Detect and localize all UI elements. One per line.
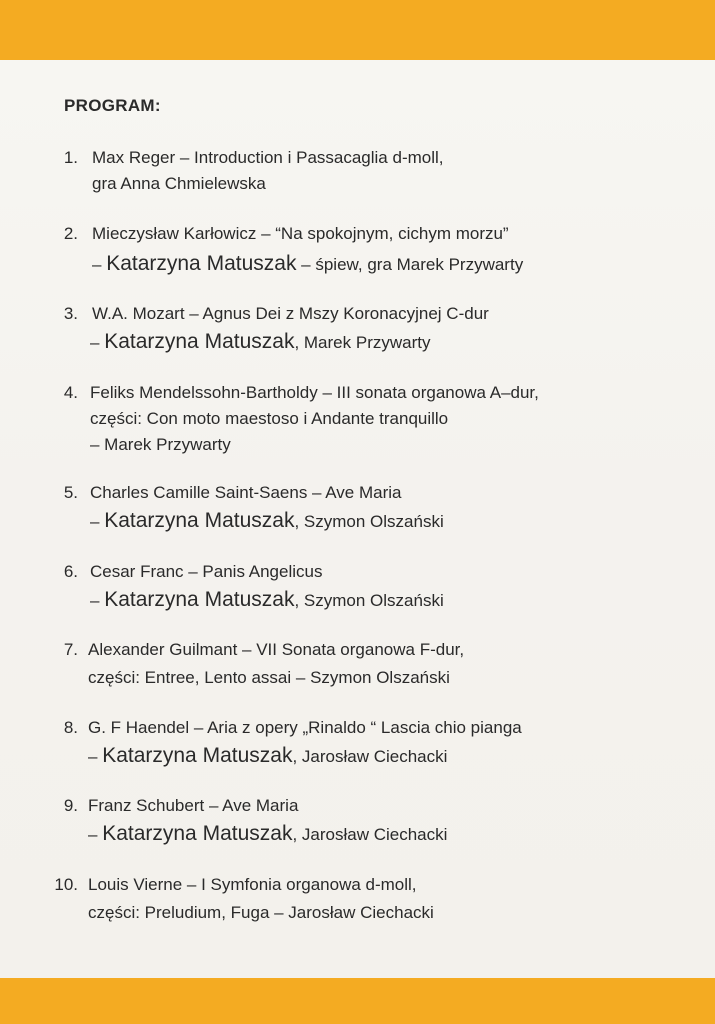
dash-prefix: – [90,333,105,352]
item-number: 1. [63,148,78,167]
item-title: Feliks Mendelssohn-Bartholdy – III sonata organowa A–dur, [90,383,539,402]
item-title: Louis Vierne – I Symfonia organowa d-moll, [88,875,417,894]
item-performers: gra Anna Chmielewska [92,174,266,193]
item-title: Charles Camille Saint-Saens – Ave Maria [90,483,402,502]
item-performers: części: Preludium, Fuga – Jarosław Ciechacki [88,903,434,922]
performer-rest: , Jarosław Ciechacki [292,825,448,844]
performer-name: Katarzyna Matuszak [106,252,297,275]
item-number: 4. [63,383,78,402]
item-number: 10. [54,875,78,894]
item-title: Max Reger – Introduction i Passacaglia d-moll, [92,148,444,167]
item-number: 3. [63,304,78,323]
item-title: G. F Haendel – Aria z opery „Rinaldo “ Lascia chio pianga [88,718,522,737]
performer-name: Katarzyna Matuszak [102,822,293,845]
item-performers: części: Entree, Lento assai – Szymon Olszański [88,668,450,687]
performer-rest: , Marek Przywarty [294,333,431,352]
item-number: 9. [63,796,78,815]
item-number: 8. [63,718,78,737]
item-performers [90,588,444,613]
performer-rest: – śpiew, gra Marek Przywarty [296,255,524,274]
top-orange-band [0,0,715,60]
dash-prefix: – [90,512,105,531]
program-heading: PROGRAM: [64,96,161,115]
item-title: Franz Schubert – Ave Maria [88,796,299,815]
item-performers [90,509,444,534]
item-title: Alexander Guilmant – VII Sonata organowa F-dur, [88,640,465,659]
item-movements: części: Con moto maestoso i Andante tranquillo [90,409,449,428]
dash-prefix: – [88,747,103,766]
performer-name: Katarzyna Matuszak [102,744,293,767]
performer-rest: , Jarosław Ciechacki [292,747,448,766]
item-number: 7. [63,640,78,659]
performer-name: Katarzyna Matuszak [104,509,295,532]
item-title: Mieczysław Karłowicz – “Na spokojnym, cichym morzu” [92,224,509,243]
performer-name: Katarzyna Matuszak [104,588,295,611]
dash-prefix: – [92,255,107,274]
item-title: Cesar Franc – Panis Angelicus [90,562,323,581]
bottom-orange-band [0,978,715,1024]
item-number: 2. [63,224,78,243]
dash-prefix: – [88,825,103,844]
dash-prefix: – [90,591,105,610]
item-performers: – Marek Przywarty [90,435,231,454]
item-title: W.A. Mozart – Agnus Dei z Mszy Koronacyjnej C-dur [92,304,489,323]
item-number: 6. [63,562,78,581]
performer-rest: , Szymon Olszański [294,591,444,610]
item-performers [90,330,430,355]
performer-name: Katarzyna Matuszak [104,330,295,353]
item-number: 5. [63,483,78,502]
item-performers [92,252,523,277]
performer-rest: , Szymon Olszański [294,512,444,531]
item-performers [88,822,447,847]
item-performers [88,744,447,769]
